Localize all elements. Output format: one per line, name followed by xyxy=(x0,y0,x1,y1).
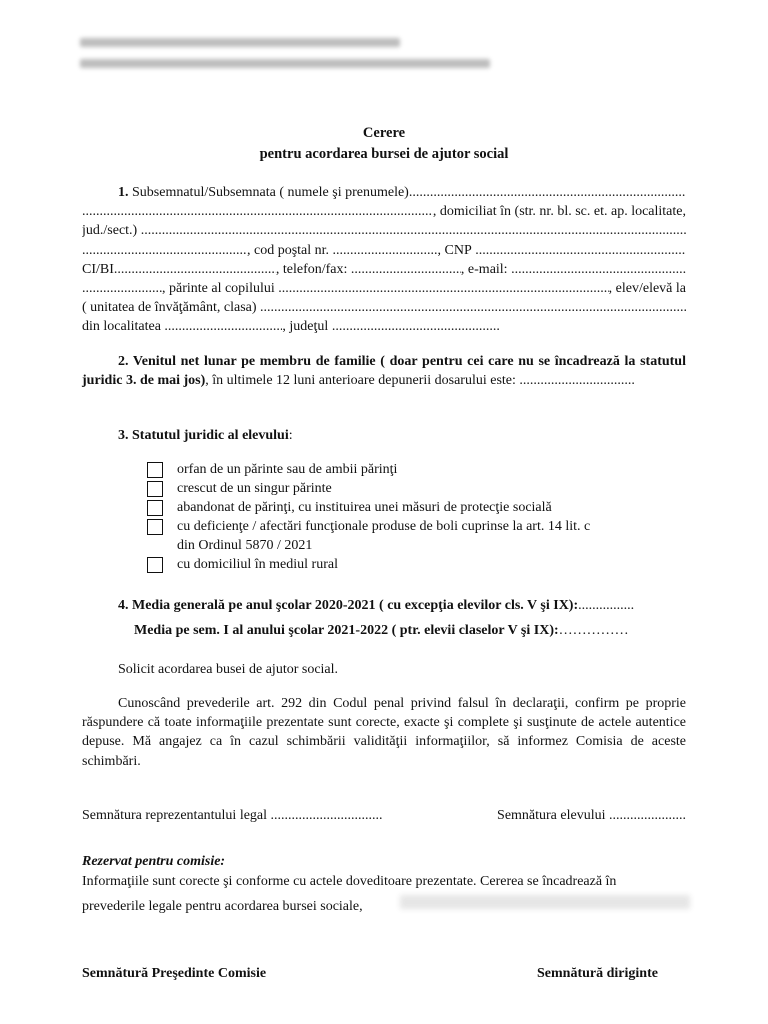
s1-line-1 xyxy=(82,183,686,202)
commission-heading: Rezervat pentru comisie: xyxy=(82,854,226,869)
option-label: cu deficienţe / afectări funcţionale produse de boli cuprinse la art. 14 lit. c xyxy=(177,519,591,534)
status-option-single-parent[interactable] xyxy=(147,479,332,498)
declaration-text: Cunoscând prevederile art. 292 din Codul penal privind falsul în declaraţii, confirm pe proprie răspundere că toate informaţiile prezentate sunt corecte, exacte şi complete şi susţinute de actele autentice depuse. Mă angajez ca în cazul schimbării validităţii informaţiilor, să informez Comisia de aceste schimbări. xyxy=(82,696,686,769)
s1-line-6 xyxy=(82,279,686,298)
s1-parent-label: , părinte al copilului xyxy=(162,280,275,296)
request-text: Solicit acordarea busei de ajutor social. xyxy=(118,662,339,677)
s1-county-label: jud./sect.) xyxy=(82,223,138,239)
s1-postal-label: , cod poştal nr. xyxy=(247,242,330,258)
option-label: orfan de un părinte sau de ambii părinţi xyxy=(177,462,398,477)
checkbox[interactable] xyxy=(147,519,163,535)
checkbox[interactable] xyxy=(147,462,163,478)
s1-locality-label: din localitatea xyxy=(82,319,161,335)
checkbox[interactable] xyxy=(147,481,163,497)
s1-county2-label: , judeţul xyxy=(282,319,329,335)
signature-row: Semnătura reprezentantului legal ................................ Semnătura elevului ...................... xyxy=(82,808,686,823)
s1-cnp-label: , CNP xyxy=(437,242,472,258)
option-label: cu domiciliul în mediul rural xyxy=(177,557,338,572)
s1-name-label: Subsemnatul/Subsemnata ( numele şi prenumele) xyxy=(132,185,409,200)
s1-domicile-label: , domiciliat în (str. nr. bl. sc. et. ap. localitate, xyxy=(432,204,686,220)
faded-text xyxy=(400,895,690,909)
status-option-disability[interactable] xyxy=(147,517,590,555)
s1-id-label: CI/BI xyxy=(82,261,114,277)
s2-income-dots: ................................. xyxy=(519,373,635,389)
blurred-header xyxy=(80,38,520,96)
legal-rep-signature-label: Semnătura reprezentantului legal xyxy=(82,808,268,823)
section-2 xyxy=(82,352,686,390)
s2-text: , în ultimele 12 luni anterioare depunerii dosarului este: xyxy=(205,373,516,389)
option-label-cont: din Ordinul 5870 / 2021 xyxy=(177,538,313,553)
option-label: crescut de un singur părinte xyxy=(177,481,332,496)
s1-line-4 xyxy=(82,241,686,260)
section-3-heading: 3. Statutul juridic al elevului: xyxy=(118,428,293,443)
s1-line-8 xyxy=(82,317,686,336)
status-option-orphan[interactable] xyxy=(147,460,397,479)
s1-school-label: ( unitatea de învăţământ, clasa) xyxy=(82,300,257,316)
commission-text-1: Informaţiile sunt corecte şi conforme cu actele doveditoare prezentate. Cererea se încadrează în xyxy=(82,874,617,889)
section-4-line-2: Media pe sem. I al anului şcolar 2021-2022 ( ptr. elevii claselor V şi IX):…………… xyxy=(134,623,629,638)
document-subtitle: pentru acordarea bursei de ajutor social xyxy=(259,146,509,162)
president-signature-label: Semnătură Preşedinte Comisie xyxy=(82,966,267,981)
document-title: Cerere xyxy=(362,125,406,141)
s1-line-3 xyxy=(82,221,686,240)
teacher-signature-label: Semnătură diriginte xyxy=(537,966,658,981)
s1-student-label: , elev/elevă la xyxy=(608,280,686,296)
s1-email-label: , e-mail: xyxy=(460,261,508,277)
status-option-abandoned[interactable] xyxy=(147,498,552,517)
option-label: abandonat de părinţi, cu instituirea unei măsuri de protecţie socială xyxy=(177,500,552,515)
s1-line-5 xyxy=(82,260,686,279)
status-option-rural[interactable] xyxy=(147,555,338,574)
s1-number: 1. xyxy=(118,185,129,200)
section-1 xyxy=(82,183,686,337)
checkbox[interactable] xyxy=(147,500,163,516)
section-4-line-1: 4. Media generală pe anul şcolar 2020-2021 ( cu excepţia elevilor cls. V şi IX):................ xyxy=(118,598,635,613)
student-signature-label: Semnătura elevului xyxy=(497,808,606,823)
s2-heading: 2. Venitul net lunar pe membru de familie ( doar pentru cei care nu se încadrează la statutul juridic 3. de mai jos) xyxy=(82,354,686,389)
checkbox[interactable] xyxy=(147,557,163,573)
s1-phone-label: , telefon/fax: xyxy=(275,261,348,277)
commission-text-2: prevederile legale pentru acordarea bursei sociale, xyxy=(82,899,363,914)
s1-line-2 xyxy=(82,202,686,221)
s1-line-7 xyxy=(82,298,686,317)
